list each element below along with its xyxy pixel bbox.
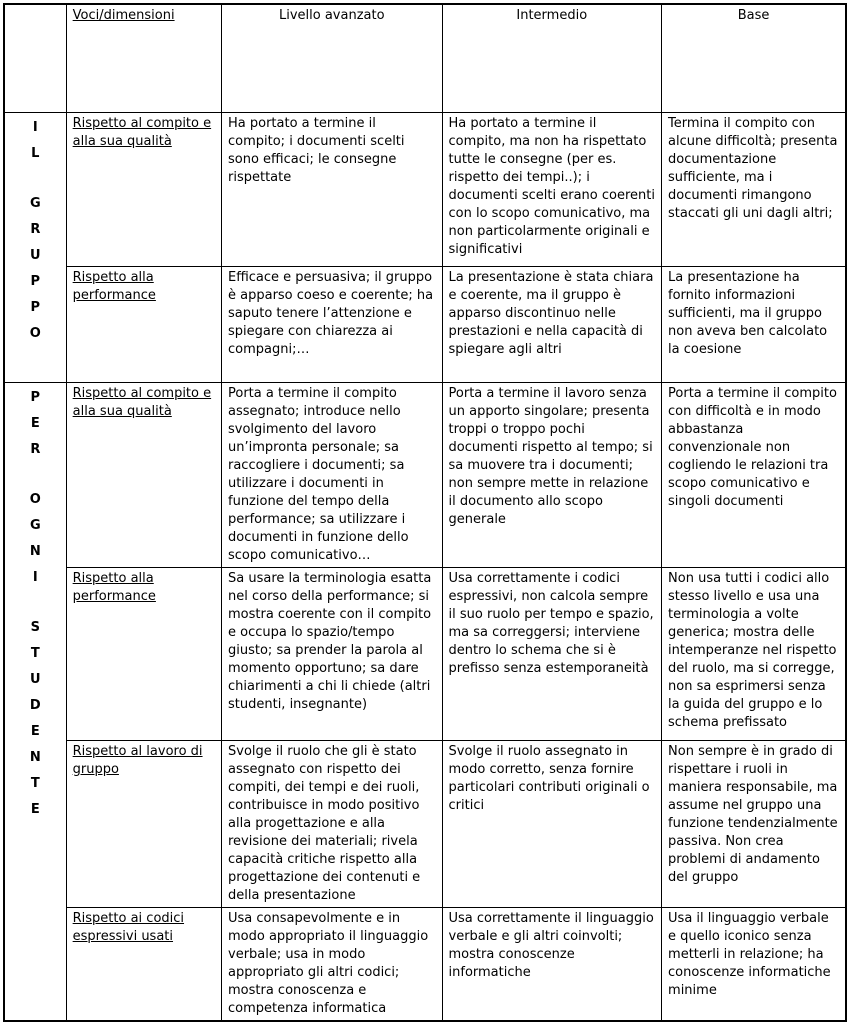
- table-row: [4, 266, 846, 382]
- cell-base: La presentazione ha fornito informazioni sufficienti, ma il gruppo non aveva ben calcolato la coesione: [662, 266, 846, 382]
- cell-base: Usa il linguaggio verbale e quello iconico senza metterli in relazione; ha conoscenze informatiche minime: [662, 907, 846, 1021]
- criterion-cell: [66, 382, 221, 567]
- cell-intermedio: Svolge il ruolo assegnato in modo corretto, senza fornire particolari contributi originali o critici: [442, 740, 662, 907]
- table-row: [4, 907, 846, 1021]
- table-row: [4, 382, 846, 567]
- cell-base: Termina il compito con alcune difficoltà; presenta documentazione sufficiente, ma i documenti rimangono staccati gli uni dagli altri;: [662, 112, 846, 266]
- table-row: [4, 567, 846, 740]
- criterion-cell: [66, 112, 221, 266]
- criterion-cell: [66, 740, 221, 907]
- cell-avanzato: Usa consapevolmente e in modo appropriato il linguaggio verbale; usa in modo appropriato gli altri codici; mostra conoscenza e competenza informatica: [222, 907, 443, 1021]
- rubric-table: [3, 3, 847, 1022]
- cell-intermedio: La presentazione è stata chiara e coerente, ma il gruppo è apparso discontinuo nelle prestazioni e nella capacità di spiegare agli altri: [442, 266, 662, 382]
- criterion-label: Rispetto al lavoro di gruppo: [72, 743, 203, 777]
- cell-base: Porta a termine il compito con difficoltà e in modo abbastanza convenzionale non cogliendo le relazioni tra scopo comunicativo e singoli documenti: [662, 382, 846, 567]
- cell-avanzato: Efficace e persuasiva; il gruppo è apparso coeso e coerente; ha saputo tenere l’attenzione e spiegare con chiarezza ai compagni;…: [222, 266, 443, 382]
- cell-base: Non usa tutti i codici allo stesso livello e usa una terminologia a volte generica; mostra delle intemperanze nel rispetto del ruolo, ma si corregge, non sa esprimersi senza la guida del gruppo e lo schema prefissato: [662, 567, 846, 740]
- criterion-cell: [66, 907, 221, 1021]
- cell-intermedio: Usa correttamente i codici espressivi, non calcola sempre il suo ruolo per tempo e spazio, ma sa correggersi; interviene dentro lo schema che si è prefisso senza estemporaneità: [442, 567, 662, 740]
- level-header-avanzato: Livello avanzato: [222, 4, 443, 112]
- dimension-header-cell: [66, 4, 221, 112]
- cell-avanzato: Ha portato a termine il compito; i documenti scelti sono efficaci; le consegne rispettate: [222, 112, 443, 266]
- cell-intermedio: Porta a termine il lavoro senza un apporto singolare; presenta troppi o troppo pochi documenti rispetto al tempo; si sa muovere tra i documenti; non sempre mette in relazione il documento allo scopo generale: [442, 382, 662, 567]
- cell-intermedio: Usa correttamente il linguaggio verbale e gli altri coinvolti; mostra conoscenze informatiche: [442, 907, 662, 1021]
- criterion-cell: [66, 567, 221, 740]
- criterion-label: Rispetto alla performance: [72, 570, 156, 604]
- criterion-label: Rispetto al compito e alla sua qualità: [72, 385, 212, 419]
- group-cell-il-gruppo: I L G R U P P O: [4, 112, 66, 382]
- criterion-cell: [66, 266, 221, 382]
- table-row: [4, 740, 846, 907]
- cell-avanzato: Svolge il ruolo che gli è stato assegnato con rispetto dei compiti, dei tempi e dei ruoli, contribuisce in modo positivo alla progettazione e alla revisione dei materiali; rivela capacità critiche rispetto alla progettazione dei contenuti e della presentazione: [222, 740, 443, 907]
- cell-avanzato: Porta a termine il compito assegnato; introduce nello svolgimento del lavoro un’impronta personale; sa raccogliere i documenti; sa utilizzare i documenti in funzione del tempo della performance; sa utilizzare i documenti in funzione dello scopo comunicativo…: [222, 382, 443, 567]
- criterion-label: Rispetto alla performance: [72, 269, 156, 303]
- cell-base: Non sempre è in grado di rispettare i ruoli in maniera responsabile, ma assume nel gruppo una funzione tendenzialmente passiva. Non crea problemi di andamento del gruppo: [662, 740, 846, 907]
- dimension-header-label: Voci/dimensioni: [72, 8, 175, 23]
- header-row: [4, 4, 846, 112]
- table-row: [4, 112, 846, 266]
- group-cell-per-ogni-studente: P E R O G N I S T U D E N T E: [4, 382, 66, 1021]
- criterion-label: Rispetto ai codici espressivi usati: [72, 910, 185, 944]
- level-header-base: Base: [662, 4, 846, 112]
- level-header-intermedio: Intermedio: [442, 4, 662, 112]
- header-empty-cell: [4, 4, 66, 112]
- criterion-label: Rispetto al compito e alla sua qualità: [72, 115, 212, 149]
- cell-intermedio: Ha portato a termine il compito, ma non ha rispettato tutte le consegne (per es. rispetto dei tempi..); i documenti scelti erano coerenti con lo scopo comunicativo, ma non particolarmente originali e significativi: [442, 112, 662, 266]
- cell-avanzato: Sa usare la terminologia esatta nel corso della performance; si mostra coerente con il compito e occupa lo spazio/tempo giusto; sa prender la parola al momento opportuno; sa dare chiarimenti a chi li chiede (altri studenti, insegnante): [222, 567, 443, 740]
